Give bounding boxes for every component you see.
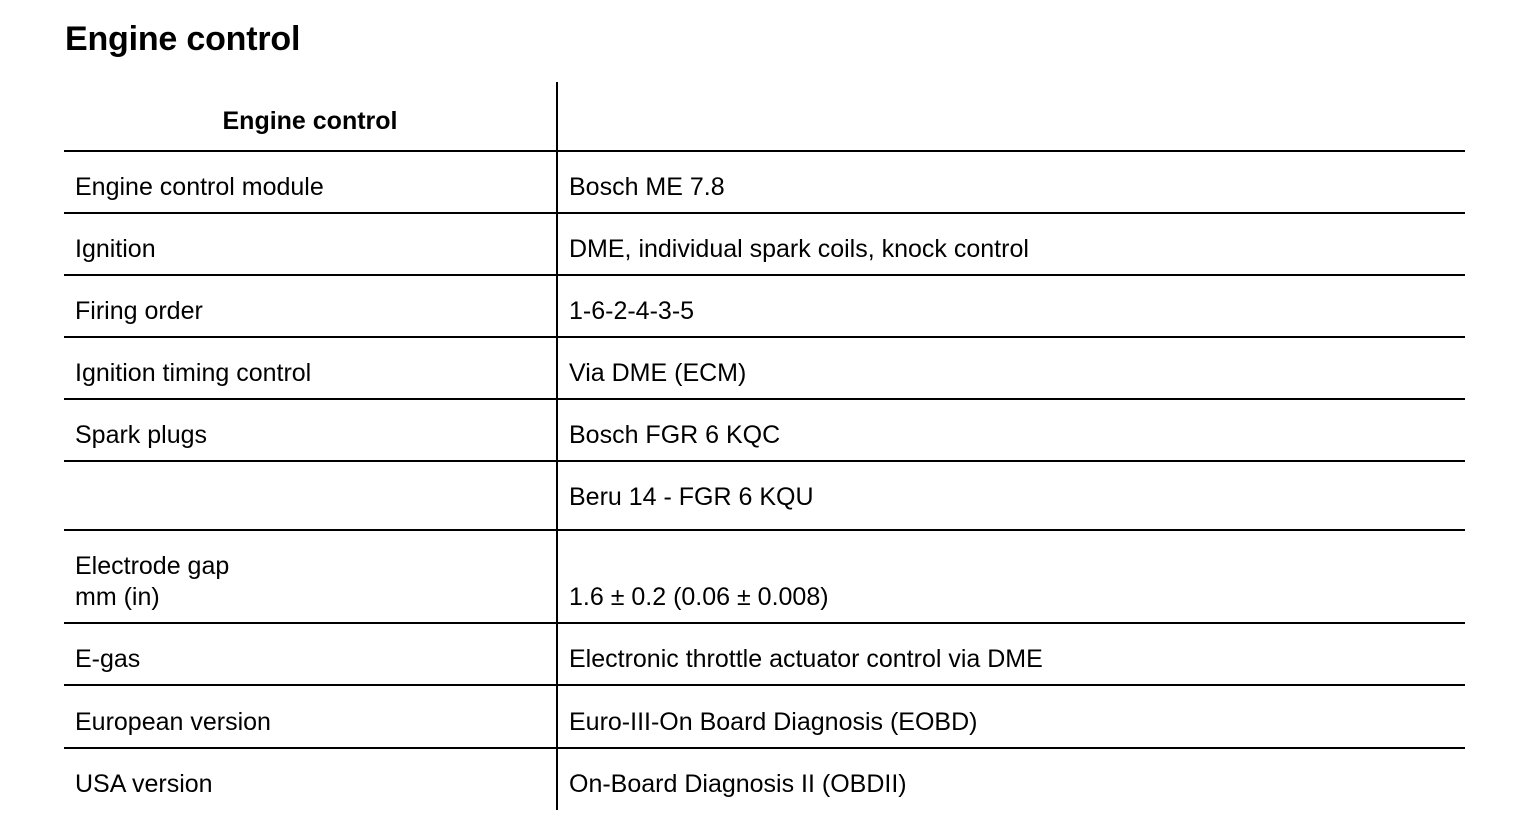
row-value-usa-version: On-Board Diagnosis II (OBDII) bbox=[569, 770, 907, 798]
row-value-spark-plugs-alt: Beru 14 - FGR 6 KQU bbox=[569, 483, 814, 511]
table-row bbox=[64, 338, 1465, 400]
row-label-ignition: Ignition bbox=[75, 235, 156, 263]
row-value-engine-control-module: Bosch ME 7.8 bbox=[569, 173, 725, 201]
row-label-engine-control-module: Engine control module bbox=[75, 173, 324, 201]
table-row bbox=[64, 531, 1465, 624]
table-row bbox=[64, 686, 1465, 749]
row-value-ignition: DME, individual spark coils, knock control bbox=[569, 235, 1029, 263]
table-row bbox=[64, 749, 1465, 810]
row-label-e-gas: E-gas bbox=[75, 645, 141, 673]
row-value-e-gas: Electronic throttle actuator control via DME bbox=[569, 645, 1043, 673]
row-label-firing-order: Firing order bbox=[75, 297, 203, 325]
table-row bbox=[64, 214, 1465, 276]
table-row bbox=[64, 152, 1465, 214]
header-label: Engine control bbox=[222, 107, 398, 135]
row-value-spark-plugs: Bosch FGR 6 KQC bbox=[569, 421, 781, 449]
row-label-electrode-gap-line1: Electrode gap bbox=[75, 552, 230, 580]
row-label-electrode-gap bbox=[75, 551, 229, 613]
table-row bbox=[64, 462, 1465, 531]
row-value-firing-order: 1-6-2-4-3-5 bbox=[569, 297, 695, 325]
page-title: Engine control bbox=[65, 20, 301, 58]
row-label-spark-plugs: Spark plugs bbox=[75, 421, 208, 449]
row-value-european-version: Euro-III-On Board Diagnosis (EOBD) bbox=[569, 708, 978, 736]
row-label-european-version: European version bbox=[75, 708, 271, 736]
table-header-row bbox=[64, 82, 1465, 152]
table-row bbox=[64, 400, 1465, 462]
row-value-electrode-gap: 1.6 ± 0.2 (0.06 ± 0.008) bbox=[569, 583, 829, 611]
row-value-ignition-timing-control: Via DME (ECM) bbox=[569, 359, 747, 387]
row-label-ignition-timing-control: Ignition timing control bbox=[75, 359, 312, 387]
engine-control-table bbox=[64, 82, 1465, 810]
table-row bbox=[64, 624, 1465, 686]
row-label-usa-version: USA version bbox=[75, 770, 213, 798]
row-label-electrode-gap-line2: mm (in) bbox=[75, 583, 160, 611]
table-row bbox=[64, 276, 1465, 338]
